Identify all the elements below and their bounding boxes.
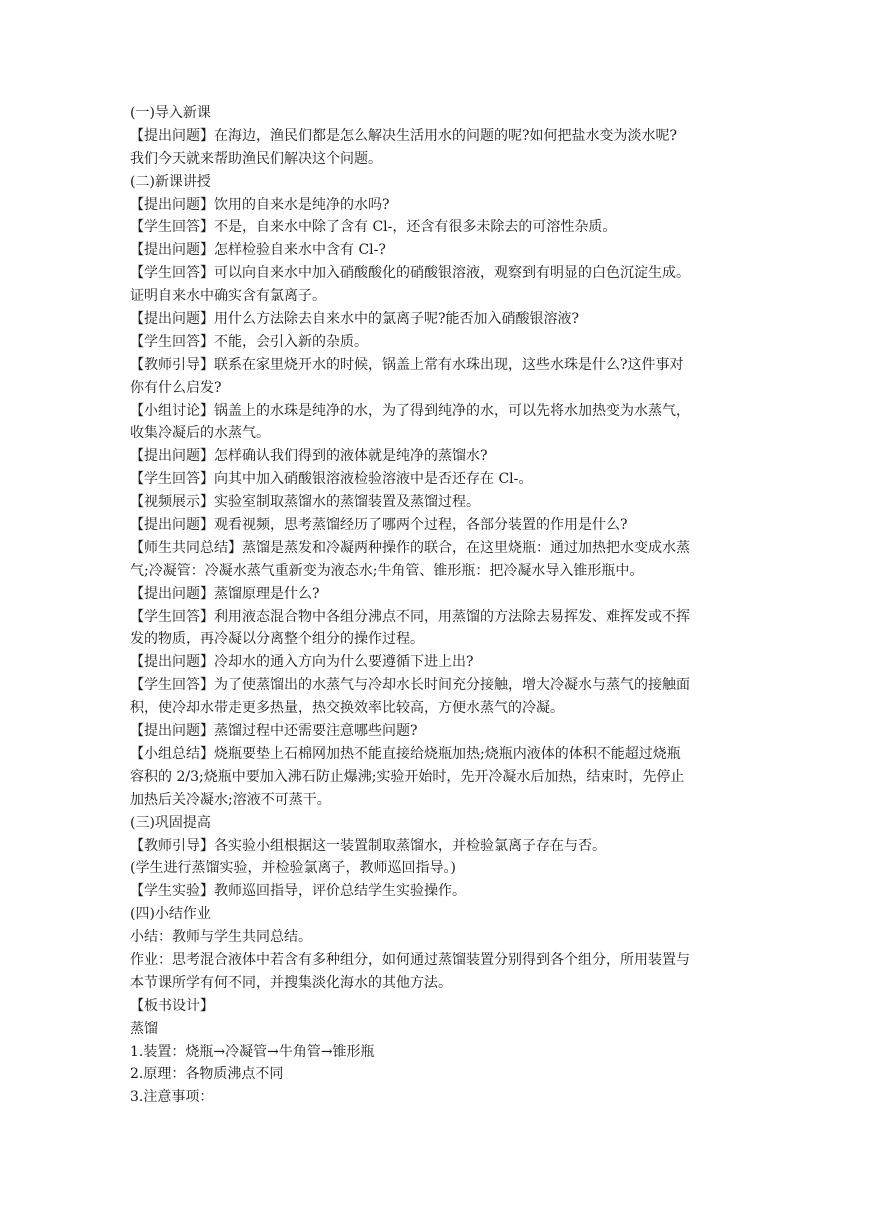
text-line: 积，使冷却水带走更多热量，热交换效率比较高，方便水蒸气的冷凝。 <box>130 700 564 717</box>
text-line: 【提出问题】蒸馏过程中还需要注意哪些问题? <box>130 723 418 740</box>
board-item: 1.装置：烧瓶→冷凝管→牛角管→锥形瓶 <box>130 1043 375 1060</box>
text-line: 【学生回答】不是，自来水中除了含有 Cl-，还含有很多未除去的可溶性杂质。 <box>130 219 617 236</box>
text-line: 【教师引导】联系在家里烧开水的时候，锅盖上常有水珠出现，这些水珠是什么?这件事对 <box>130 356 684 373</box>
board-item: 3.注意事项： <box>130 1089 214 1106</box>
section-heading-summary: (四)小结作业 <box>130 906 211 923</box>
text-line: 【提出问题】在海边，渔民们都是怎么解决生活用水的问题的呢?如何把盐水变为淡水呢? <box>130 127 678 144</box>
text-line: 【学生回答】利用液态混合物中各组分沸点不同，用蒸馏的方法除去易挥发、难挥发或不挥 <box>130 608 690 625</box>
text-line: 【提出问题】饮用的自来水是纯净的水吗? <box>130 196 390 213</box>
text-line: 收集冷凝后的水蒸气。 <box>130 425 270 442</box>
text-line: 【提出问题】蒸馏原理是什么? <box>130 585 320 602</box>
text-line: 【学生回答】向其中加入硝酸银溶液检验溶液中是否还存在 Cl-。 <box>130 471 533 488</box>
section-heading-consolidation: (三)巩固提高 <box>130 814 211 831</box>
text-line: 【学生回答】为了使蒸馏出的水蒸气与冷却水长时间充分接触，增大冷凝水与蒸气的接触面 <box>130 677 690 694</box>
text-line: 【教师引导】各实验小组根据这一装置制取蒸馏水，并检验氯离子存在与否。 <box>130 837 606 854</box>
text-line: 【师生共同总结】蒸馏是蒸发和冷凝两种操作的联合，在这里烧瓶：通过加热把水变成水蒸 <box>130 539 690 556</box>
text-line: 作业：思考混合液体中若含有多种组分，如何通过蒸馏装置分别得到各个组分，所用装置与 <box>130 951 690 968</box>
text-line: 【小组讨论】锅盖上的水珠是纯净的水，为了得到纯净的水，可以先将水加热变为水蒸气， <box>130 402 690 419</box>
text-line: 气;冷凝管：冷凝水蒸气重新变为液态水;牛角管、锥形瓶：把冷凝水导入锥形瓶中。 <box>130 562 644 579</box>
text-line: 【学生回答】可以向自来水中加入硝酸酸化的硝酸银溶液，观察到有明显的白色沉淀生成。 <box>130 265 690 282</box>
section-heading-intro: (一)导入新课 <box>130 105 211 121</box>
text-line: 【视频展示】实验室制取蒸馏水的蒸馏装置及蒸馏过程。 <box>130 494 480 511</box>
text-line: 加热后关冷凝水;溶液不可蒸干。 <box>130 791 331 808</box>
text-line: 【提出问题】观看视频，思考蒸馏经历了哪两个过程，各部分装置的作用是什么? <box>130 517 628 534</box>
board-title: 蒸馏 <box>130 1020 158 1037</box>
text-line: 发的物质，再冷凝以分离整个组分的操作过程。 <box>130 631 424 648</box>
text-line: 【提出问题】怎样确认我们得到的液体就是纯净的蒸馏水? <box>130 448 488 465</box>
text-line: 容积的 2/3;烧瓶中要加入沸石防止爆沸;实验开始时，先开冷凝水后加热，结束时，先停止 <box>130 768 685 785</box>
document-body <box>130 102 742 1109</box>
text-line: 本节课所学有何不同，并搜集淡化海水的其他方法。 <box>130 974 452 991</box>
text-line: 你有什么启发? <box>130 379 222 396</box>
text-line: 我们今天就来帮助渔民们解决这个问题。 <box>130 150 382 167</box>
text-line: 【小组总结】烧瓶要垫上石棉网加热不能直接给烧瓶加热;烧瓶内液体的体积不能超过烧瓶 <box>130 745 681 762</box>
text-line: 【学生实验】教师巡回指导，评价总结学生实验操作。 <box>130 883 466 900</box>
text-line: 【提出问题】冷却水的通入方向为什么要遵循下进上出? <box>130 654 474 671</box>
text-line: 小结：教师与学生共同总结。 <box>130 929 312 946</box>
board-item: 2.原理：各物质沸点不同 <box>130 1066 284 1083</box>
text-line: 【学生回答】不能，会引入新的杂质。 <box>130 333 368 350</box>
text-line: 【提出问题】怎样检验自来水中含有 Cl-? <box>130 242 386 259</box>
text-line: 证明自来水中确实含有氯离子。 <box>130 288 326 305</box>
text-line: 【提出问题】用什么方法除去自来水中的氯离子呢?能否加入硝酸银溶液? <box>130 311 580 328</box>
section-heading-lecture: (二)新课讲授 <box>130 173 211 190</box>
board-design-heading: 【板书设计】 <box>130 997 214 1014</box>
text-line: (学生进行蒸馏实验，并检验氯离子，教师巡回指导。) <box>130 860 456 877</box>
